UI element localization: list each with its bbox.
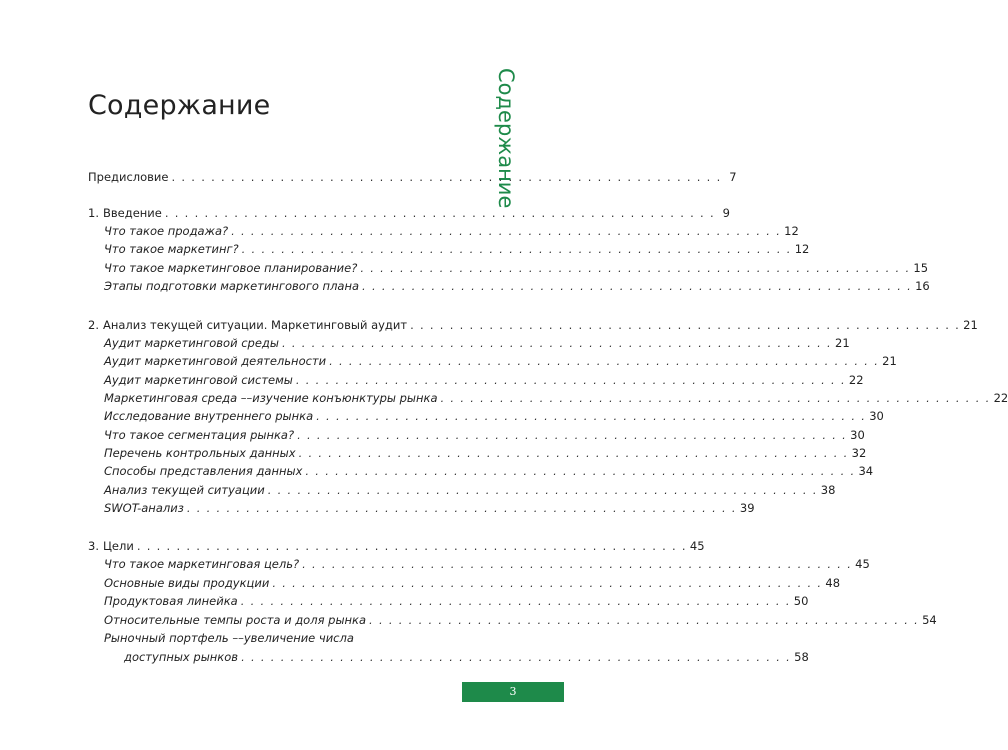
toc-dot-leader: . . . . . . . . . . . . . . . . . . . . . . . . . . . . . . . . . . . . . . . . . . . . . . . . . . . . . . . . bbox=[302, 557, 853, 571]
toc-entry-label: Рыночный портфель ––увеличение числа bbox=[104, 631, 354, 645]
toc-page-number: 22 bbox=[993, 391, 1008, 405]
page-number: 3 bbox=[509, 685, 517, 698]
toc-entry[interactable] bbox=[104, 611, 937, 629]
toc-entry-label: SWOT-анализ bbox=[104, 501, 184, 515]
toc-dot-leader: . . . . . . . . . . . . . . . . . . . . . . . . . . . . . . . . . . . . . . . . . . . . . . . . . . . . . . . . bbox=[360, 261, 911, 275]
toc-entry[interactable] bbox=[104, 629, 463, 647]
toc-entry-label: Этапы подготовки маркетингового плана bbox=[104, 279, 360, 293]
toc-page-number: 54 bbox=[922, 613, 937, 627]
toc-entry-label: Что такое маркетинг? bbox=[104, 242, 239, 256]
toc-dot-leader: . . . . . . . . . . . . . . . . . . . . . . . . . . . . . . . . . . . . . . . . . . . . . . . . . . . . . . . . bbox=[272, 576, 823, 590]
toc-page-number: 48 bbox=[825, 576, 841, 590]
toc-chapter-number: 3. bbox=[88, 539, 99, 553]
toc-dot-leader: . . . . . . . . . . . . . . . . . . . . . . . . . . . . . . . . . . . . . . . . . . . . . . . . . . . . . . . . bbox=[295, 373, 846, 387]
toc-entry-label: Введение bbox=[103, 206, 162, 220]
toc-page-number: 12 bbox=[784, 224, 799, 238]
toc-entry-label: Исследование внутреннего рынка bbox=[104, 409, 314, 423]
toc-entry-label: Цели bbox=[103, 539, 134, 553]
toc-entry-label: Аудит маркетинговой деятельности bbox=[104, 354, 327, 368]
toc-entry[interactable] bbox=[104, 389, 1008, 407]
toc-dot-leader: . . . . . . . . . . . . . . . . . . . . . . . . . . . . . . . . . . . . . . . . . . . . . . . . . . . . . . . . bbox=[369, 613, 920, 627]
toc-page-number: 50 bbox=[793, 594, 809, 608]
toc-dot-leader: . . . . . . . . . . . . . . . . . . . . . . . . . . . . . . . . . . . . . . . . . . . . . . . . . . . . . . . . bbox=[231, 224, 782, 238]
toc-page-number: 30 bbox=[850, 428, 865, 442]
toc-page-number: 21 bbox=[835, 336, 850, 350]
toc-entry-label: Продуктовая линейка bbox=[104, 594, 238, 608]
toc-entry-label: Относительные темпы роста и доля рынка bbox=[104, 613, 367, 627]
toc-page-number: 21 bbox=[882, 354, 897, 368]
toc-entry-label: Предисловие bbox=[88, 170, 169, 184]
toc-entry-label: Анализ текущей ситуации bbox=[104, 483, 265, 497]
toc-entry[interactable] bbox=[104, 444, 867, 462]
page-title: Содержание bbox=[88, 90, 271, 122]
toc-dot-leader: . . . . . . . . . . . . . . . . . . . . . . . . . . . . . . . . . . . . . . . . . . . . . . . . . . . . . . . . bbox=[329, 354, 880, 368]
toc-dot-leader: . . . . . . . . . . . . . . . . . . . . . . . . . . . . . . . . . . . . . . . . . . . . . . . . . . . . . . . . bbox=[362, 279, 913, 293]
toc-chapter-3[interactable] bbox=[88, 537, 705, 555]
toc-page-number: 32 bbox=[851, 446, 867, 460]
toc-page-number: 21 bbox=[963, 318, 978, 332]
toc-entry[interactable] bbox=[104, 240, 810, 258]
toc-entry[interactable] bbox=[104, 555, 870, 573]
side-running-title: Содержание bbox=[494, 68, 518, 209]
toc-entry[interactable] bbox=[104, 592, 809, 610]
toc-entry-continuation[interactable] bbox=[124, 648, 809, 666]
toc-page-number: 58 bbox=[794, 650, 809, 664]
toc-entry[interactable] bbox=[104, 352, 897, 370]
toc-dot-leader: . . . . . . . . . . . . . . . . . . . . . . . . . . . . . . . . . . . . . . . . . . . . . . . . . . . . . . . . bbox=[305, 464, 856, 478]
toc-entry[interactable] bbox=[104, 499, 755, 517]
toc-page-number: 12 bbox=[794, 242, 810, 256]
toc-dot-leader: . . . . . . . . . . . . . . . . . . . . . . . . . . . . . . . . . . . . . . . . . . . . . . . . . . . . . . . . bbox=[281, 336, 832, 350]
toc-entry[interactable] bbox=[104, 481, 836, 499]
toc-dot-leader: . . . . . . . . . . . . . . . . . . . . . . . . . . . . . . . . . . . . . . . . . . . . . . . . . . . . . . . . bbox=[297, 428, 848, 442]
toc-dot-leader: . . . . . . . . . . . . . . . . . . . . . . . . . . . . . . . . . . . . . . . . . . . . . . . . . . . . . . . . bbox=[186, 501, 737, 515]
toc-page-number: 30 bbox=[869, 409, 884, 423]
toc-entry[interactable] bbox=[104, 426, 865, 444]
toc-chapter-2[interactable] bbox=[88, 316, 978, 334]
toc-page-number: 38 bbox=[820, 483, 836, 497]
toc-page-number: 45 bbox=[689, 539, 705, 553]
toc-entry-label: Что такое сегментация рынка? bbox=[104, 428, 295, 442]
toc-page-number: 7 bbox=[729, 170, 737, 184]
toc-entry-label: Маркетинговая среда ––изучение конъюнктуры рынка bbox=[104, 391, 438, 405]
toc-entry-label: Аудит маркетинговой среды bbox=[104, 336, 279, 350]
toc-page-number: 39 bbox=[739, 501, 755, 515]
toc-dot-leader: . . . . . . . . . . . . . . . . . . . . . . . . . . . . . . . . . . . . . . . . . . . . . . . . . . . . . . . . bbox=[267, 483, 818, 497]
toc-page-number: 9 bbox=[722, 206, 730, 220]
toc-page-number: 15 bbox=[913, 261, 929, 275]
toc-chapter-number: 1. bbox=[88, 206, 99, 220]
toc-page-number: 22 bbox=[848, 373, 864, 387]
toc-entry-label: Основные виды продукции bbox=[104, 576, 270, 590]
toc-entry-label: Перечень контрольных данных bbox=[104, 446, 296, 460]
toc-dot-leader: . . . . . . . . . . . . . . . . . . . . . . . . . . . . . . . . . . . . . . . . . . . . . . . . . . . . . . . . bbox=[171, 170, 722, 184]
toc-entry[interactable] bbox=[104, 462, 874, 480]
toc-entry-label: Что такое маркетинговое планирование? bbox=[104, 261, 358, 275]
toc-entry[interactable] bbox=[104, 574, 841, 592]
toc-entry[interactable] bbox=[104, 277, 930, 295]
toc-dot-leader: . . . . . . . . . . . . . . . . . . . . . . . . . . . . . . . . . . . . . . . . . . . . . . . . . . . . . . . . bbox=[298, 446, 849, 460]
toc-entry-label: Анализ текущей ситуации. Маркетинговый аудит bbox=[103, 318, 408, 332]
toc-page-number: 34 bbox=[858, 464, 874, 478]
toc-dot-leader: . . . . . . . . . . . . . . . . . . . . . . . . . . . . . . . . . . . . . . . . . . . . . . . . . . . . . . . . bbox=[241, 242, 792, 256]
toc-dot-leader: . . . . . . . . . . . . . . . . . . . . . . . . . . . . . . . . . . . . . . . . . . . . . . . . . . . . . . . . bbox=[440, 391, 991, 405]
toc-entry-label: Способы представления данных bbox=[104, 464, 303, 478]
toc-entry-label: Что такое маркетинговая цель? bbox=[104, 557, 300, 571]
toc-entry-preface[interactable] bbox=[88, 168, 737, 186]
toc-entry[interactable] bbox=[104, 371, 864, 389]
toc-entry[interactable] bbox=[104, 259, 929, 277]
toc-entry[interactable] bbox=[104, 407, 884, 425]
toc-entry-label: Что такое продажа? bbox=[104, 224, 229, 238]
toc-page-number: 45 bbox=[855, 557, 870, 571]
toc-dot-leader: . . . . . . . . . . . . . . . . . . . . . . . . . . . . . . . . . . . . . . . . . . . . . . . . . . . . . . . . bbox=[316, 409, 867, 423]
toc-dot-leader: . . . . . . . . . . . . . . . . . . . . . . . . . . . . . . . . . . . . . . . . . . . . . . . . . . . . . . . . bbox=[164, 206, 715, 220]
toc-chapter-1[interactable] bbox=[88, 204, 730, 222]
toc-dot-leader: . . . . . . . . . . . . . . . . . . . . . . . . . . . . . . . . . . . . . . . . . . . . . . . . . . . . . . . . bbox=[241, 650, 792, 664]
toc-dot-leader: . . . . . . . . . . . . . . . . . . . . . . . . . . . . . . . . . . . . . . . . . . . . . . . . . . . . . . . . bbox=[136, 539, 687, 553]
toc-entry[interactable] bbox=[104, 222, 799, 240]
toc-entry-label: Аудит маркетинговой системы bbox=[104, 373, 293, 387]
toc-dot-leader: . . . . . . . . . . . . . . . . . . . . . . . . . . . . . . . . . . . . . . . . . . . . . . . . . . . . . . . . bbox=[240, 594, 791, 608]
toc-page-number: 16 bbox=[915, 279, 930, 293]
toc-chapter-number: 2. bbox=[88, 318, 99, 332]
toc-dot-leader: . . . . . . . . . . . . . . . . . . . . . . . . . . . . . . . . . . . . . . . . . . . . . . . . . . . . . . . . bbox=[410, 318, 961, 332]
page-number-bar bbox=[462, 682, 564, 702]
toc-entry[interactable] bbox=[104, 334, 850, 352]
toc-entry-label: доступных рынков bbox=[124, 650, 239, 664]
